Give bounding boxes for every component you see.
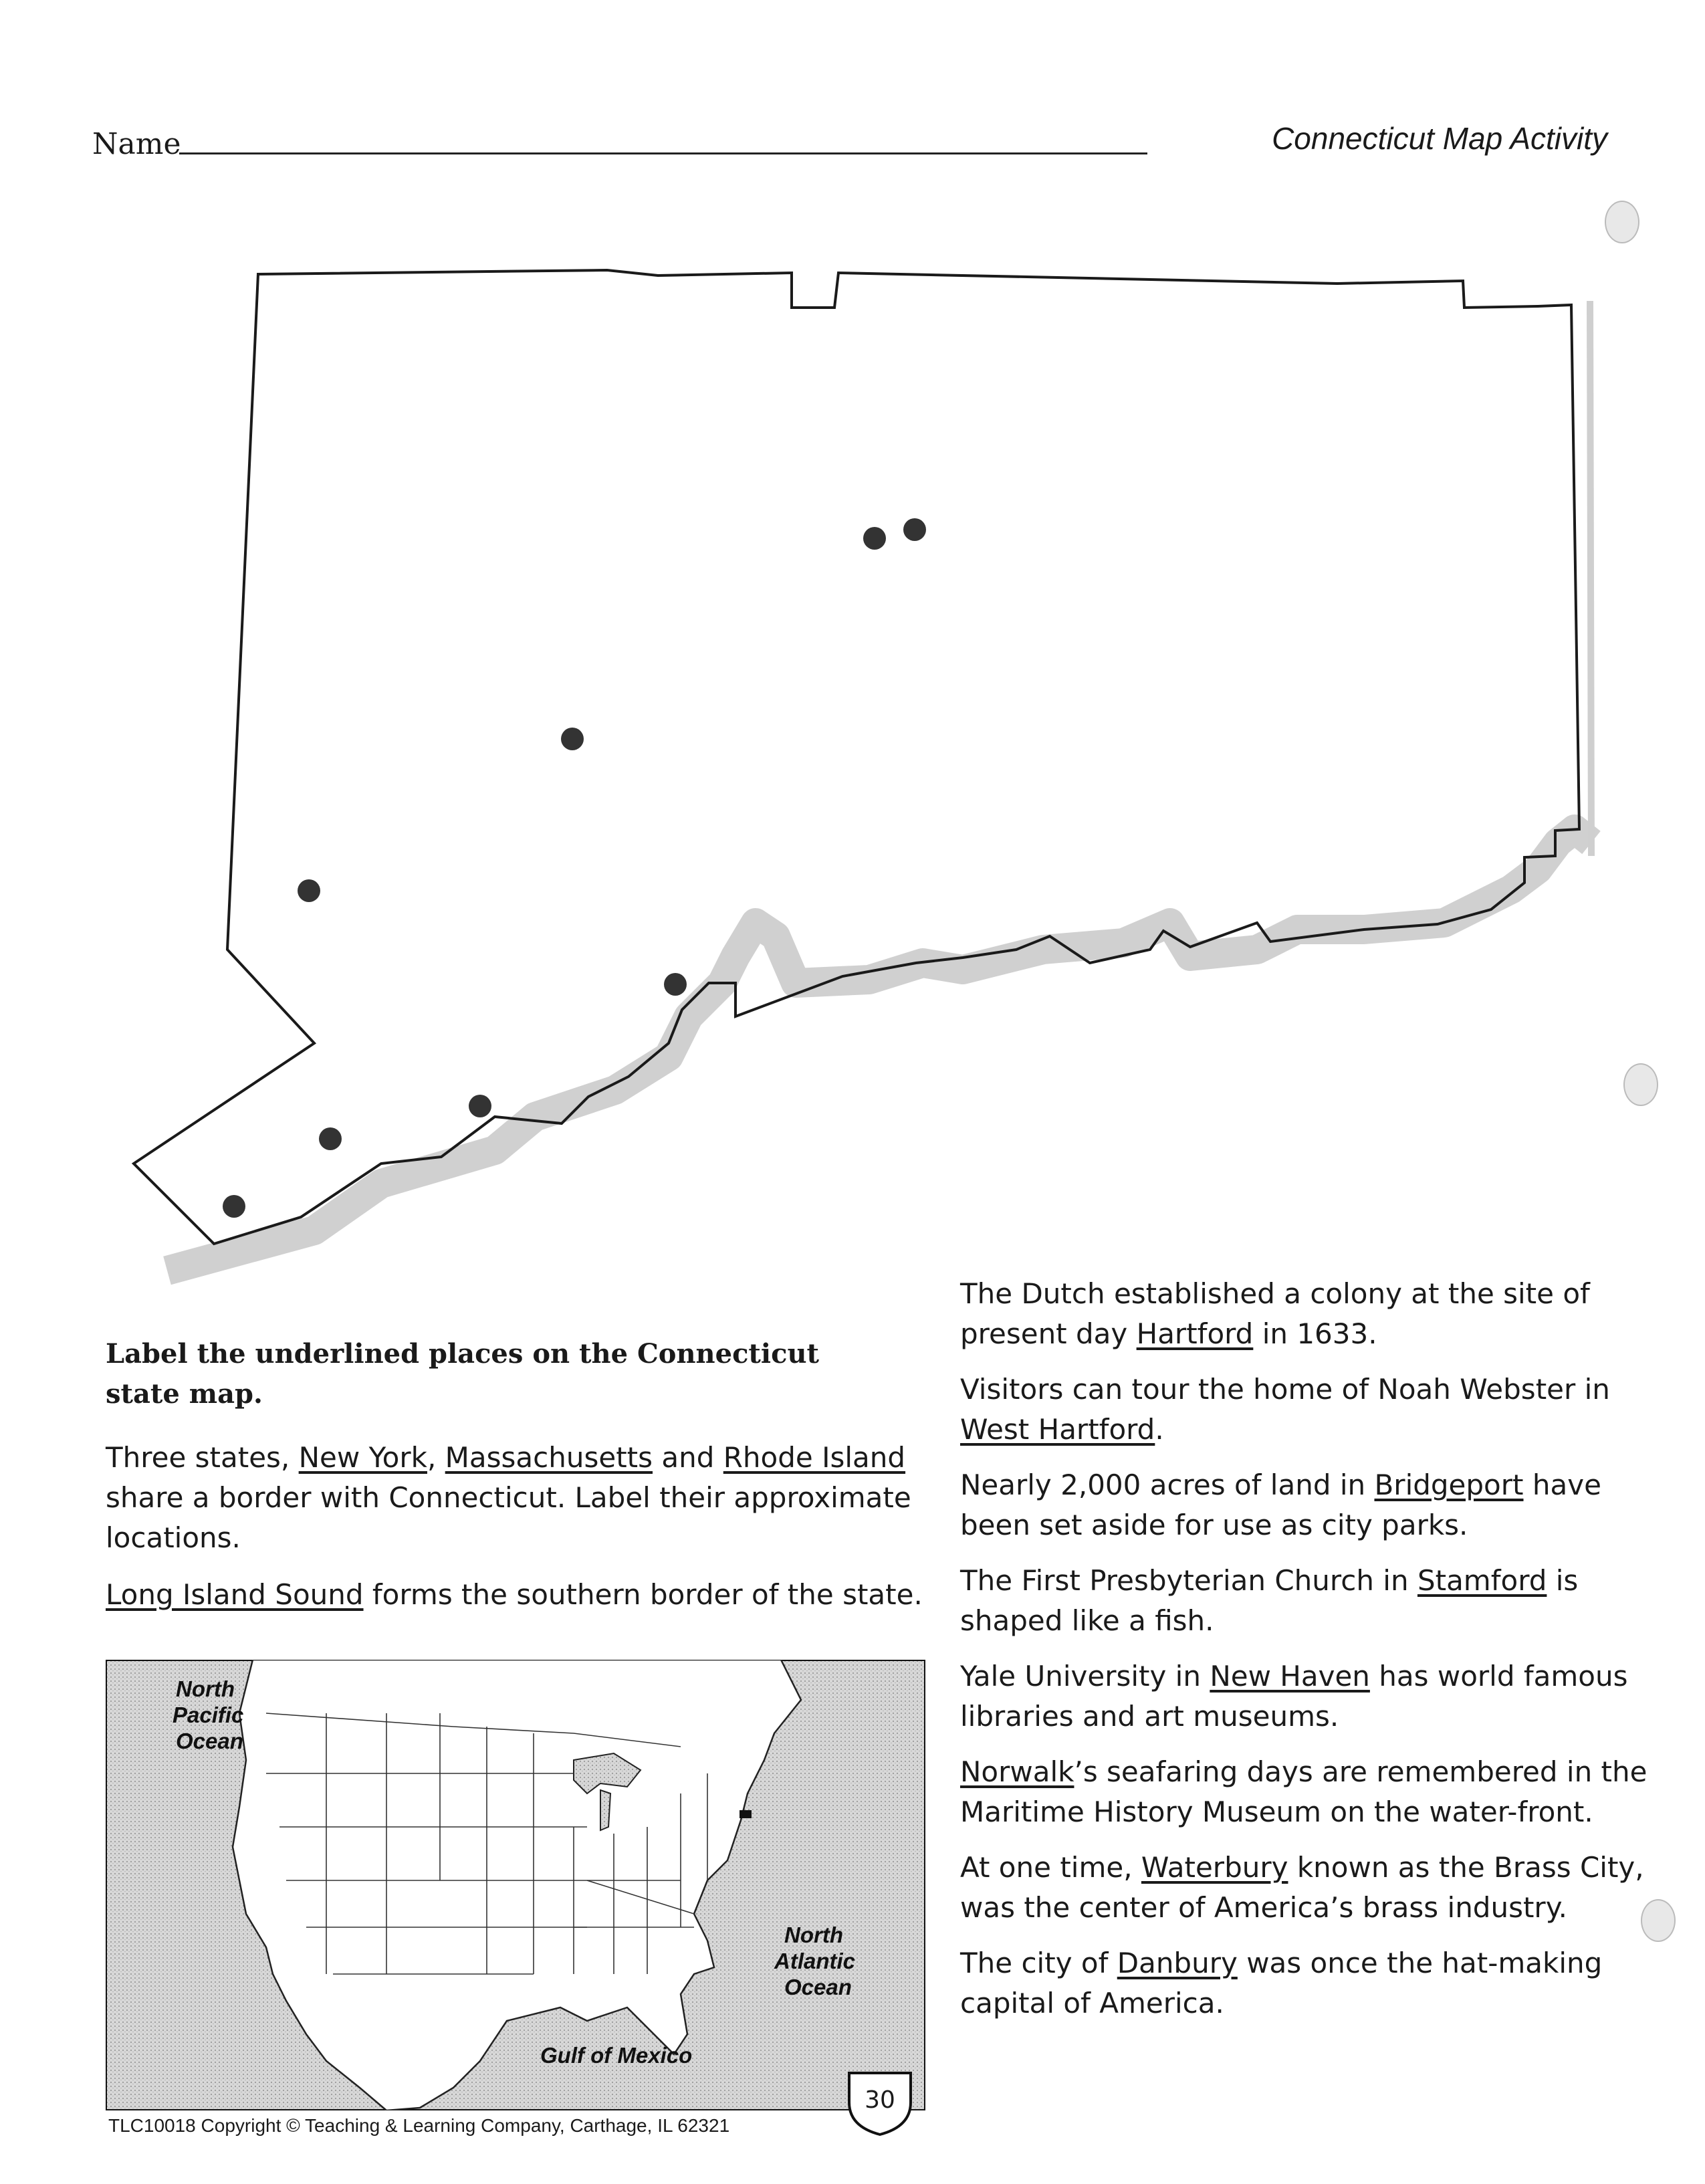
fact-west-hartford	[960, 1370, 1649, 1450]
text-span: At one time,	[960, 1851, 1141, 1884]
place-stamford: Stamford	[1417, 1564, 1547, 1597]
place-bridgeport: Bridgeport	[1374, 1468, 1524, 1501]
states-paragraph	[106, 1438, 928, 1558]
fact-stamford	[960, 1561, 1649, 1641]
text-span: was once the hat-making capital of America.	[960, 1947, 1603, 2019]
city-dot[interactable]	[863, 527, 886, 550]
inset-label: North	[176, 1676, 235, 1701]
fact-bridgeport	[960, 1465, 1649, 1545]
place-new-york: New York	[298, 1441, 427, 1474]
text-span: known as the Brass City, was the center of America’s brass industry.	[960, 1851, 1644, 1924]
place-rhode-island: Rhode Island	[723, 1441, 906, 1474]
place-massachusetts: Massachusetts	[445, 1441, 653, 1474]
fact-danbury	[960, 1943, 1649, 2024]
fact-norwalk	[960, 1752, 1649, 1832]
connecticut-map	[94, 254, 1618, 1297]
state-outline	[134, 270, 1579, 1244]
activity-title: Connecticut Map Activity	[1272, 121, 1607, 156]
name-line[interactable]	[179, 152, 1147, 154]
city-dot[interactable]	[298, 879, 320, 902]
inset-label: Gulf of Mexico	[540, 2043, 693, 2068]
text-span: ,	[427, 1441, 445, 1474]
text-span: Yale University in	[960, 1660, 1210, 1692]
text-span: Visitors can tour the home of Noah Webster in	[960, 1373, 1610, 1406]
text-span: ’s seafaring days are remembered in the Maritime History Museum on the water-front.	[960, 1755, 1647, 1828]
place-new-haven: New Haven	[1210, 1660, 1370, 1692]
inset-label: North	[784, 1923, 843, 1947]
text-span: The First Presbyterian Church in	[960, 1564, 1417, 1597]
place-hartford: Hartford	[1136, 1317, 1254, 1350]
text-span: share a border with Connecticut. Label their approximate locations.	[106, 1481, 911, 1554]
text-span: have been set aside for use as city parks.	[960, 1468, 1601, 1541]
text-span: has world famous libraries and art museums.	[960, 1660, 1628, 1733]
name-label: Name	[92, 127, 181, 161]
inset-label: Ocean	[176, 1729, 243, 1753]
city-dot[interactable]	[469, 1095, 491, 1117]
city-dot[interactable]	[223, 1195, 245, 1218]
text-span: The Dutch established a colony at the site of present day	[960, 1277, 1590, 1350]
inset-label: Atlantic	[774, 1949, 856, 1973]
text-span: Three states,	[106, 1441, 299, 1474]
fact-waterbury	[960, 1848, 1649, 1928]
city-dot[interactable]	[561, 728, 584, 750]
facts-list	[960, 1274, 1649, 2039]
inset-label: Ocean	[784, 1975, 852, 1999]
north-america-inset-map	[106, 1660, 925, 2110]
coast-shadow	[167, 829, 1591, 1271]
fact-hartford	[960, 1274, 1649, 1354]
east-border-shadow	[1590, 301, 1591, 856]
text-span: forms the southern border of the state.	[363, 1578, 923, 1611]
text-span: The city of	[960, 1947, 1117, 1979]
fact-new-haven	[960, 1656, 1649, 1737]
connecticut-highlight	[740, 1810, 752, 1818]
instructions-heading: Label the underlined places on the Connecticut state map.	[106, 1338, 820, 1410]
place-norwalk: Norwalk	[960, 1755, 1074, 1788]
lake-michigan	[600, 1790, 610, 1830]
page-number: 30	[865, 2086, 895, 2114]
text-span: Nearly 2,000 acres of land in	[960, 1468, 1375, 1501]
place-danbury: Danbury	[1117, 1947, 1238, 1979]
place-west-hartford: West Hartford	[960, 1413, 1155, 1446]
inset-label: Pacific	[173, 1703, 244, 1727]
copyright-notice: TLC10018 Copyright © Teaching & Learning Company, Carthage, IL 62321	[108, 2115, 730, 2136]
text-span: and	[653, 1441, 723, 1474]
city-dot[interactable]	[903, 518, 926, 541]
sound-paragraph	[106, 1575, 975, 1615]
text-span: is shaped like a fish.	[960, 1564, 1579, 1637]
place-waterbury: Waterbury	[1141, 1851, 1288, 1884]
binder-hole-top	[1605, 201, 1639, 243]
city-dot[interactable]	[664, 973, 687, 996]
binder-hole-middle	[1623, 1063, 1658, 1106]
city-dot[interactable]	[319, 1127, 342, 1150]
text-span: in 1633.	[1253, 1317, 1377, 1350]
place-long-island-sound: Long Island Sound	[106, 1578, 364, 1611]
text-span: .	[1155, 1413, 1164, 1446]
